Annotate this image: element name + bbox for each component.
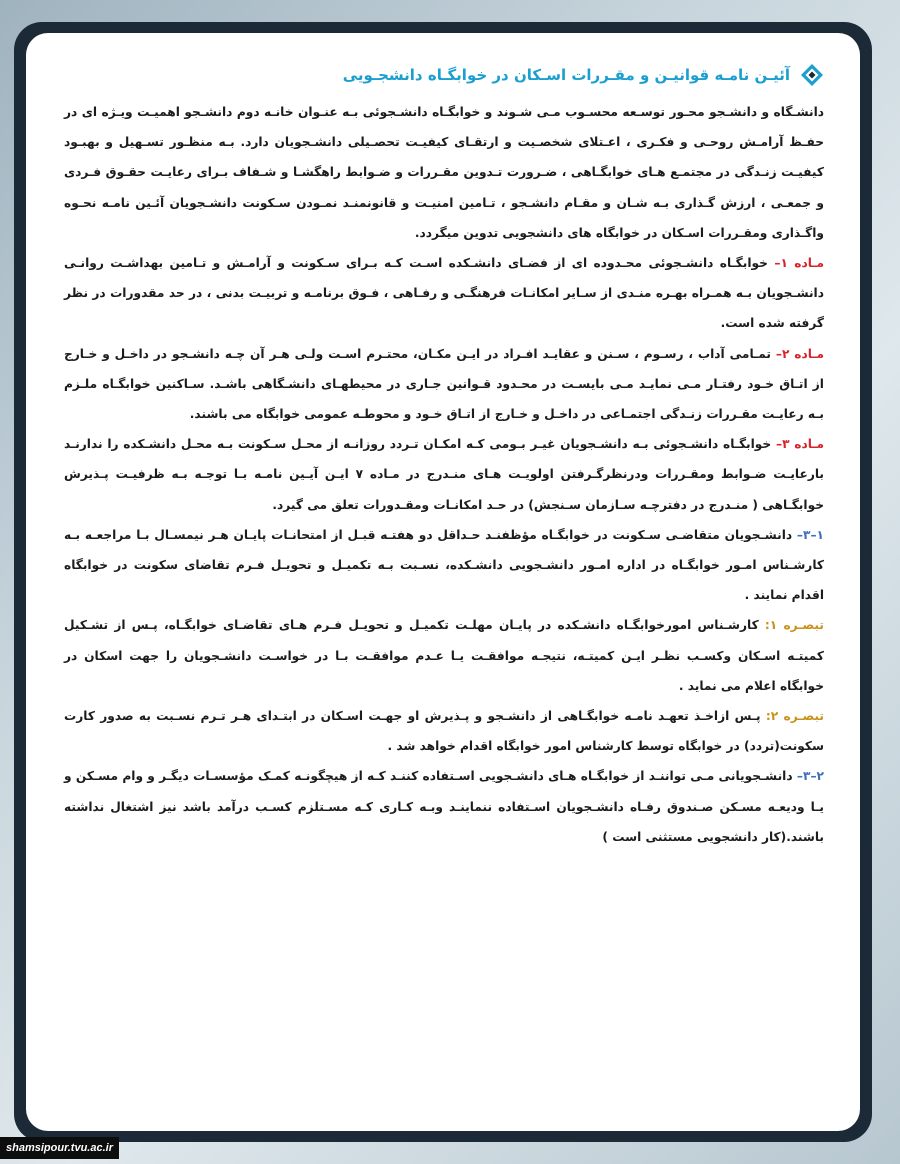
- article-3: [64, 429, 824, 520]
- site-watermark: shamsipour.tvu.ac.ir: [0, 1137, 119, 1159]
- article-3-label: مـاده ۳–: [775, 437, 824, 452]
- note-1-text: کارشـناس امورخوابگـاه دانشـکده در پایـان مهلـت تکمیـل و تحویـل فـرم هـای تقاضـای خوابگـاه، پـس از تشـکیل کمیتـه اسـکان وکسـب نظـر ایـن کمیتـه، نتیجـه موافقـت یـا عـدم موافقـت بـا در خواسـت دانشـجویان را جهت اسکان در خوابگاه اعلام می نماید .: [64, 618, 824, 693]
- clause-3-2-text: دانشـجویانی مـی تواننـد از خوابگـاه هـای دانشـجویی اسـتفاده کننـد کـه از هیچگونـه کمـک مؤسسـات دیگـر و وام مسـکن و یـا ودیعـه مسـکن صـندوق رفـاه دانشـجویان اسـتفاده ننماینـد وبـه کـاری کـه مسـتلزم کسـب درآمد باشد نیز اشتغال نداشته باشند.(کار دانشجویی مستثنی است ): [64, 769, 824, 844]
- clause-3-1-text: دانشـجویان متقاضـی سـکونت در خوابگـاه مؤظفنـد حـداقل دو هفتـه قبـل از امتحانـات پایـان هـر نیمسـال بـا مراجعـه بـه کارشـناس امـور خوابگـاه در اداره امـور دانشـجویی دانشـکده، نسـبت بـه تکمیـل و تحویـل فـرم تقاضای سکونت در خوابگاه اقدام نمایند .: [64, 527, 824, 603]
- note-2: [64, 701, 824, 761]
- article-2-label: مـاده ۲–: [775, 346, 825, 361]
- article-1-text: خوابگـاه دانشـجوئی محـدوده ای از فضـای دانشـکده اسـت کـه بـرای سـکونت و آرامـش و تـامین بهداشـت روانـی دانشـجویان بـه همـراه بهـره منـدی از سـایر امکانـات فرهنگـی و رفـاهی ، فـوق برنامـه و تربیـت بدنی ، در حد مقدورات در نظر گرفته شده است.: [64, 256, 824, 331]
- document-title: آئیـن نامـه قوانیـن و مقـررات اسـکان در خوابگـاه دانشجـویی: [342, 66, 790, 84]
- note-1-label: تبصـره ۱:: [764, 618, 824, 633]
- title-row: [64, 63, 824, 87]
- clause-3-2-label: ۲–۳–: [796, 769, 824, 784]
- document-page: [26, 33, 860, 1131]
- diamond-bullet-icon: [800, 63, 824, 87]
- note-1: [64, 610, 824, 701]
- article-1-label: مـاده ۱–: [774, 256, 825, 271]
- intro-paragraph: دانشـگاه و دانشـجو محـور توسـعه محسـوب مـی شـوند و خوابگـاه دانشـجوئی بـه عنـوان خانـه دوم دانشـجو اهمیـت ویـژه ای در حفـظ آرامـش روحـی و فکـری ، اعـتلای شخصـیت و ارتقـای کیفیـت تحصـیلی دانشـجویان دارد. بـه منظـور تسـهیل و بهبـود کیفیـت زنـدگی در مجتمـع هـای خوابگـاهی ، ضـرورت تـدوین مقـررات و ضـوابط راهگشـا و شـفاف بـرای رعایـت حقـوق فـردی و جمعـی ، ارزش گـذاری بـه شـان و مقـام دانشـجو ، تـامین امنیـت و قانونمنـد نمـودن سـکونت دانشـجویان آئـین نامـه نحـوه واگـذاری ومقـررات اسـکان در خوابگاه های دانشجویی تدوین میگردد.: [64, 105, 824, 240]
- note-2-label: تبصـره ۲:: [765, 709, 824, 724]
- clause-3-1-label: ۱–۳–: [796, 527, 824, 542]
- article-1: [64, 248, 824, 339]
- clause-3-1: [64, 520, 824, 611]
- document-content: [64, 63, 824, 852]
- clause-3-2: [64, 761, 824, 852]
- note-2-text: پـس ازاخـذ تعهـد نامـه خوابگـاهی از دانشـجو و پـذیرش او جهـت اسـکان در ابتـدای هـر تـرم نسـبت به صدور کارت سکونت(تردد) در خوابگاه توسط کارشناس امور خوابگاه اقدام خواهد شد .: [64, 709, 824, 754]
- article-2: [64, 339, 824, 430]
- article-3-text: خوابگـاه دانشـجوئی بـه دانشـجویان غیـر بـومی کـه امکـان تـردد روزانـه از محـل سـکونت بـه محـل دانشـکده را ندارنـد بارعایـت ضـوابط ومقـررات ودرنظرگـرفتن اولویـت هـای منـدرج در مـاده ۷ ایـن آیـین نامـه بـا توجـه بـه ظرفیـت پـذیرش خوابگـاهی ( منـدرج در دفترچـه سـازمان سـنجش) در حـد امکانـات ومقـدورات تعلق می گیرد.: [64, 437, 824, 512]
- article-2-text: تمـامی آداب ، رسـوم ، سـنن و عقایـد افـراد در ایـن مکـان، محتـرم اسـت ولـی هـر آن چـه دانشـجو در داخـل و خـارج از اتـاق خـود رفتـار مـی نمایـد مـی بایسـت در محـدود قـوانین جـاری در محیطهـای دانشـگاهی باشـد. سـاکنین خوابگـاه ملـزم بـه رعایـت مقـررات زنـدگی اجتمـاعی در داخـل و خـارج از اتـاق خـود و محوطـه عمومی خوابگاه می باشند.: [64, 346, 824, 422]
